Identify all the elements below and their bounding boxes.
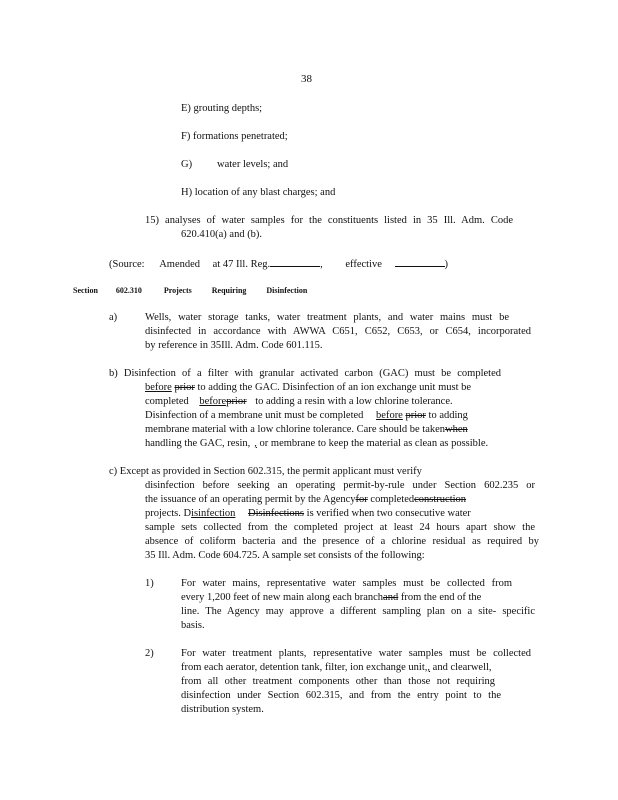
para-b-line1: b) Disinfection of a filter with granular activated carbon (GAC) must be completed <box>109 368 501 379</box>
para-c-insert-disinfection: isinfection <box>191 508 236 519</box>
sub-2-line2-pre: from each aerator, detention tank, filter, ion exchange unit, <box>181 662 428 673</box>
section-title-2: Requiring <box>211 286 247 295</box>
section-number: 602.310 <box>115 286 142 295</box>
para-b-insert-comma: , <box>254 438 257 449</box>
para-b-line3-text: to adding a resin with a low chlorine tolerance. <box>255 396 453 407</box>
para-b-strike-prior-2: prior <box>226 396 247 407</box>
para-a-line2: disinfected in accordance with AWWA C651, C652, C653, or C654, incorporated <box>145 326 531 337</box>
source-at: at 47 Ill. Reg. <box>212 259 271 270</box>
sub-1-line1: For water mains, representative water samples must be collected from <box>181 578 512 589</box>
register-blank <box>270 256 320 267</box>
para-c-line7: 35 Ill. Adm. Code 604.725. A sample set consists of the following: <box>145 550 425 561</box>
item-g-label: G) <box>181 159 193 170</box>
para-b-line4 <box>145 409 468 422</box>
sub-1-label: 1) <box>145 578 154 589</box>
sub-2-line4: disinfection under Section 602.315, and from the entry point to the <box>181 690 501 701</box>
sub-2-line5: distribution system. <box>181 704 264 715</box>
section-heading <box>73 284 307 297</box>
sub-2-insert-comma: , <box>427 662 431 673</box>
para-c-line3 <box>145 493 466 506</box>
page-number: 38 <box>301 73 312 85</box>
source-comma: , <box>320 259 323 270</box>
sub-1-line3: line. The Agency may approve a different sampling plan on a site- specific <box>181 606 535 617</box>
para-b-strike-prior-1: prior <box>174 382 195 393</box>
item-g: water levels; and <box>217 159 289 170</box>
sub-1-line4: basis. <box>181 620 205 631</box>
para-c-line6: absence of coliform bacteria and the presence of a chlorine residual as required by <box>145 536 539 547</box>
item-f: F) formations penetrated; <box>181 131 288 142</box>
para-c-strike-disinfections: Disinfections <box>248 508 305 519</box>
source-effective: effective <box>345 259 382 270</box>
para-b-insert-before-2: before <box>199 396 227 407</box>
item-h: H) location of any blast charges; and <box>181 187 336 198</box>
item-e: E) grouting depths; <box>181 103 263 114</box>
sub-1-line2-post: from the end of the <box>400 592 482 603</box>
section-title-1: Projects <box>163 286 192 295</box>
para-b-line6-pre: handling the GAC, resin, <box>145 438 251 449</box>
para-b-line4-text: to adding <box>428 410 468 421</box>
para-c-line1: c) Except as provided in Section 602.315, the permit applicant must verify <box>109 466 422 477</box>
para-c-line3-mid: completed <box>367 494 415 505</box>
para-c-line5: sample sets collected from the completed project at least 24 hours apart show the <box>145 522 535 533</box>
para-a-label: a) <box>109 312 118 323</box>
sub-1-line2-pre: every 1,200 feet of new main along each branch <box>181 592 384 603</box>
para-b-line4-pre: Disinfection of a membrane unit must be completed <box>145 410 364 421</box>
para-c-line4-text: is verified when two consecutive water <box>306 508 471 519</box>
sub-2-label: 2) <box>145 648 154 659</box>
para-b-line2 <box>145 381 471 394</box>
source-close: ) <box>444 259 449 270</box>
para-b-line2-text: to adding the GAC. Disinfection of an ion exchange unit must be <box>197 382 472 393</box>
sub-2-line2-post: and clearwell, <box>432 662 492 673</box>
source-note <box>109 256 448 271</box>
sub-1-line2 <box>181 591 481 604</box>
sub-2-line1: For water treatment plants, representative water samples must be collected <box>181 648 531 659</box>
para-b-line6 <box>145 437 488 450</box>
para-a-line3: by reference in 35Ill. Adm. Code 601.115. <box>145 340 323 351</box>
para-b-strike-prior-3: prior <box>405 410 426 421</box>
sub-1-strike-and: and <box>383 592 399 603</box>
para-b-strike-when: when <box>445 424 468 435</box>
para-c-line3-pre: the issuance of an operating permit by the Agency <box>145 494 356 505</box>
effective-blank <box>395 256 445 267</box>
source-amended: Amended <box>159 259 201 270</box>
item-15-line2: 620.410(a) and (b). <box>181 229 263 240</box>
para-b-line6-text: or membrane to keep the material as clean as possible. <box>259 438 489 449</box>
para-c-line4-pre: projects. D <box>145 508 192 519</box>
source-open: (Source: <box>109 259 145 270</box>
section-title-3: Disinfection <box>266 286 308 295</box>
para-b-line5 <box>145 423 468 436</box>
section-word: Section <box>73 286 98 295</box>
para-b-insert-before-1: before <box>145 382 172 393</box>
para-b-insert-before-3: before <box>376 410 403 421</box>
sub-2-line2 <box>181 661 492 674</box>
sub-2-line3: from all other treatment components other than those not requiring <box>181 676 495 687</box>
item-15-line1: 15) analyses of water samples for the constituents listed in 35 Ill. Adm. Code <box>145 215 513 226</box>
para-b-line3 <box>145 395 453 408</box>
para-c-line2: disinfection before seeking an operating permit-by-rule under Section 602.235 or <box>145 480 535 491</box>
para-c-strike-for: for <box>355 494 368 505</box>
para-a-line1: Wells, water storage tanks, water treatment plants, and water mains must be <box>145 312 509 323</box>
para-b-line5-text: membrane material with a low chlorine tolerance. Care should be taken <box>145 424 446 435</box>
para-c-line4 <box>145 507 471 520</box>
para-b-line3-pre: completed <box>145 396 189 407</box>
para-c-strike-construction: construction <box>414 494 467 505</box>
